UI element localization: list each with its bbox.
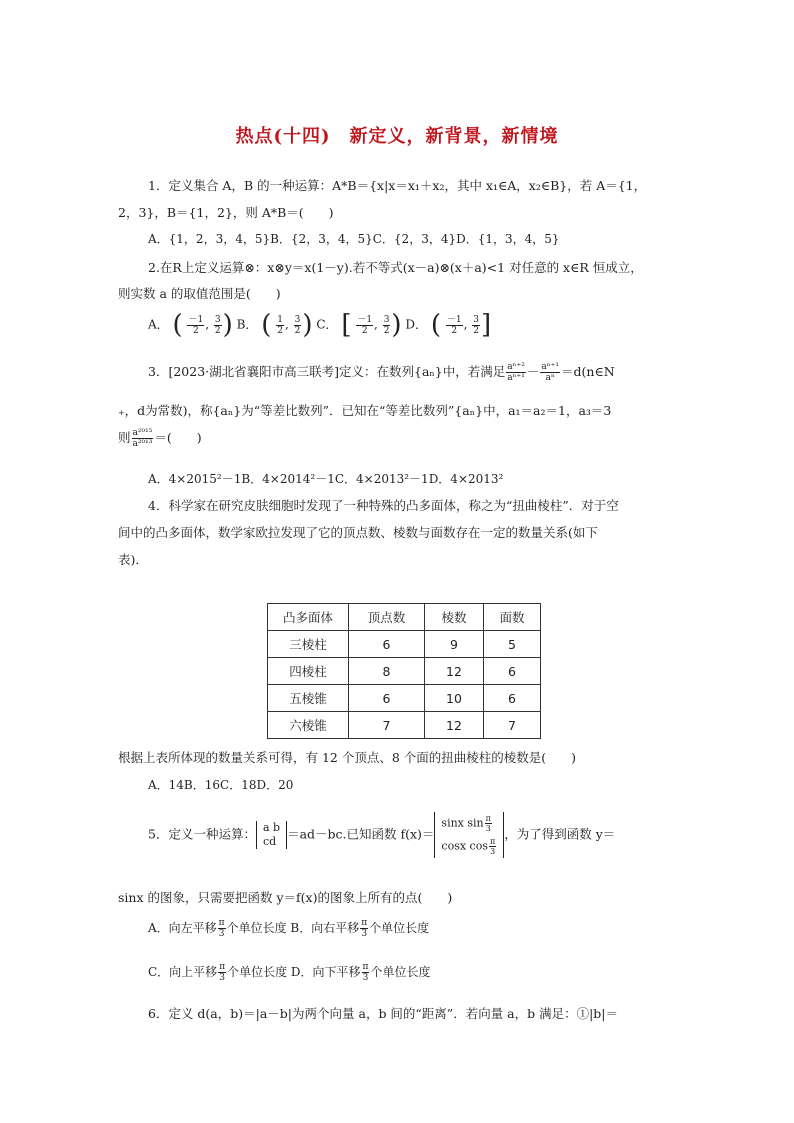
table-cell: 7: [484, 712, 541, 739]
q4-line1: 4．科学家在研究皮肤细胞时发现了一种特殊的凸多面体，称之为“扭曲棱柱”．对于空: [148, 498, 619, 513]
q2-line2: 则实数 a 的取值范围是( ): [118, 286, 281, 301]
q2-opt-d-frac2: $\frac{3}{2}$: [473, 314, 479, 336]
q2-options: A． ( $\frac{-1}{2}$ , $\frac{3}{2}$ ) B． ( $\frac{1}{2}$ , $\frac{3}{2}$ ) C． [ $\frac{-1}{2}$ , $\frac{3}{2}$ ) D． ( $\frac{-1}{2}$ , $\frac{3}{2}$ ]: [148, 310, 492, 340]
q2-opt-c-label: C．: [316, 317, 338, 332]
q2-opt-b-frac1: $\frac{1}{2}$: [277, 314, 283, 336]
q1-options: A．{1，2，3，4，5}B．{2，3，4，5}C．{2，3，4}D．{1，3，4，5}: [148, 232, 560, 246]
q3-frac2: $\frac{\text{aⁿ⁺¹}}{\text{aⁿ}}$: [541, 362, 560, 383]
table-cell: 12: [425, 658, 484, 685]
q3-options: A．4×2015²－1B．4×2014²－1C．4×2013²－1D．4×2013²: [148, 472, 504, 486]
table-cell: 6: [484, 658, 541, 685]
polyhedron-table: [267, 603, 541, 739]
table-cell: 四棱柱: [268, 658, 349, 685]
q2-opt-b-label: B．: [236, 317, 258, 332]
table-row: [268, 685, 541, 712]
q5-mid: ＝ad－bc.已知函数 f(x)＝: [287, 826, 435, 842]
q6-line1: 6．定义 d(a，b)＝|a－b|为两个向量 a，b 间的“距离”．若向量 a，b 满足：①|b|＝: [148, 1006, 619, 1021]
q2-opt-a-frac2: $\frac{3}{2}$: [214, 314, 221, 336]
table-row: [268, 712, 541, 739]
table-cell: 六棱锥: [268, 712, 349, 739]
q3-frac1: $\frac{\text{aⁿ⁺²}}{\text{aⁿ⁺¹}}$: [507, 362, 525, 383]
q3-line1-post: ＝d(n∈N: [561, 364, 615, 379]
q4-after-table: 根据上表所体现的数量关系可得，有 12 个顶点、8 个面的扭曲棱柱的棱数是( ): [118, 750, 577, 765]
q1-line2: 2，3}，B＝{1，2}，则 A*B＝( ): [118, 205, 334, 220]
q2-opt-a-open: (: [172, 310, 183, 340]
q1-line1: 1．定义集合 A，B 的一种运算：A*B＝{x|x＝x₁＋x₂，其中 x₁∈A，x₂∈B}，若 A＝{1，: [148, 178, 647, 193]
table-cell: 8: [349, 658, 425, 685]
q4-options: A．14B．16C．18D．20: [148, 778, 294, 792]
q5-line1: [148, 812, 615, 858]
table-header: 棱数: [425, 604, 484, 631]
q5-options-ab: A．向左平移 $\frac{\pi}{3}$ 个单位长度 B．向右平移 $\frac{\pi}{3}$ 个单位长度: [148, 918, 430, 939]
q2-opt-b-frac2: $\frac{3}{2}$: [294, 314, 301, 336]
table-header-row: [268, 604, 541, 631]
q4-line3: 表)．: [118, 552, 148, 567]
q2-opt-d-label: D．: [405, 317, 428, 332]
table-header: 顶点数: [349, 604, 425, 631]
q5-determinant-fx: sinx sin $\frac{\pi}{3}$ cosx cos $\frac{\pi}{3}$: [434, 812, 504, 858]
table-row: [268, 658, 541, 685]
q2-line1: 2.在R上定义运算⊗：x⊗y＝x(1－y).若不等式(x－a)⊗(x＋a)<1 对任意的 x∈R 恒成立，: [148, 260, 643, 275]
q5-options-cd: C．向上平移 $\frac{\pi}{3}$ 个单位长度 D．向下平移 $\frac{\pi}{3}$ 个单位长度: [148, 962, 431, 983]
table-cell: 6: [349, 685, 425, 712]
page-title: 热点(十四) 新定义，新背景，新情境: [235, 126, 559, 147]
q2-opt-c-frac2: $\frac{3}{2}$: [383, 314, 390, 336]
table-cell: 10: [425, 685, 484, 712]
table-cell: 12: [425, 712, 484, 739]
q3-line1: 3．[2023·湖北省襄阳市高三联考]定义：在数列{aₙ}中，若满足 $\frac{\text{aⁿ⁺²}}{\text{aⁿ⁺¹}}$ － $\frac{\text{aⁿ⁺¹}}{\text{aⁿ}}$ ＝d(n∈N: [148, 362, 615, 383]
q5-post: ，为了得到函数 y＝: [504, 826, 616, 842]
table-cell: 6: [349, 631, 425, 658]
q4-line2: 间中的凸多面体，数学家欧拉发现了它的顶点数、棱数与面数存在一定的数量关系(如下: [118, 525, 598, 540]
q2-opt-a-label: A．: [148, 317, 169, 332]
table-cell: 9: [425, 631, 484, 658]
q3-frac3: $\frac{\text{a²⁰¹⁵}}{\text{a²⁰¹³}}$: [132, 428, 153, 449]
table-cell: 6: [484, 685, 541, 712]
q3-line1-pre: 3．[2023·湖北省襄阳市高三联考]定义：在数列{aₙ}中，若满足: [148, 364, 506, 379]
table-cell: 5: [484, 631, 541, 658]
q2-opt-d-frac1: $\frac{-1}{2}$: [446, 314, 462, 336]
q2-opt-a-frac1: $\frac{-1}{2}$: [188, 314, 204, 336]
table-cell: 7: [349, 712, 425, 739]
q5-determinant-def: a b cd: [256, 821, 287, 849]
q5-line2: sinx 的图象，只需要把函数 y＝f(x)的图象上所有的点( ): [118, 890, 453, 905]
table-cell: 三棱柱: [268, 631, 349, 658]
table-cell: 五棱锥: [268, 685, 349, 712]
table-row: [268, 631, 541, 658]
q3-line2: ₊，d为常数)，称{aₙ}为“等差比数列”．已知在“等差比数列”{aₙ}中，a₁＝a₂＝1，a₃＝3: [118, 403, 612, 418]
q2-opt-c-frac1: $\frac{-1}{2}$: [357, 314, 373, 336]
table-header: 面数: [484, 604, 541, 631]
q5-pre: 5．定义一种运算：: [148, 826, 256, 842]
q3-line3: 则 $\frac{\text{a²⁰¹⁵}}{\text{a²⁰¹³}}$ ＝( ): [118, 428, 202, 449]
table-header: 凸多面体: [268, 604, 349, 631]
